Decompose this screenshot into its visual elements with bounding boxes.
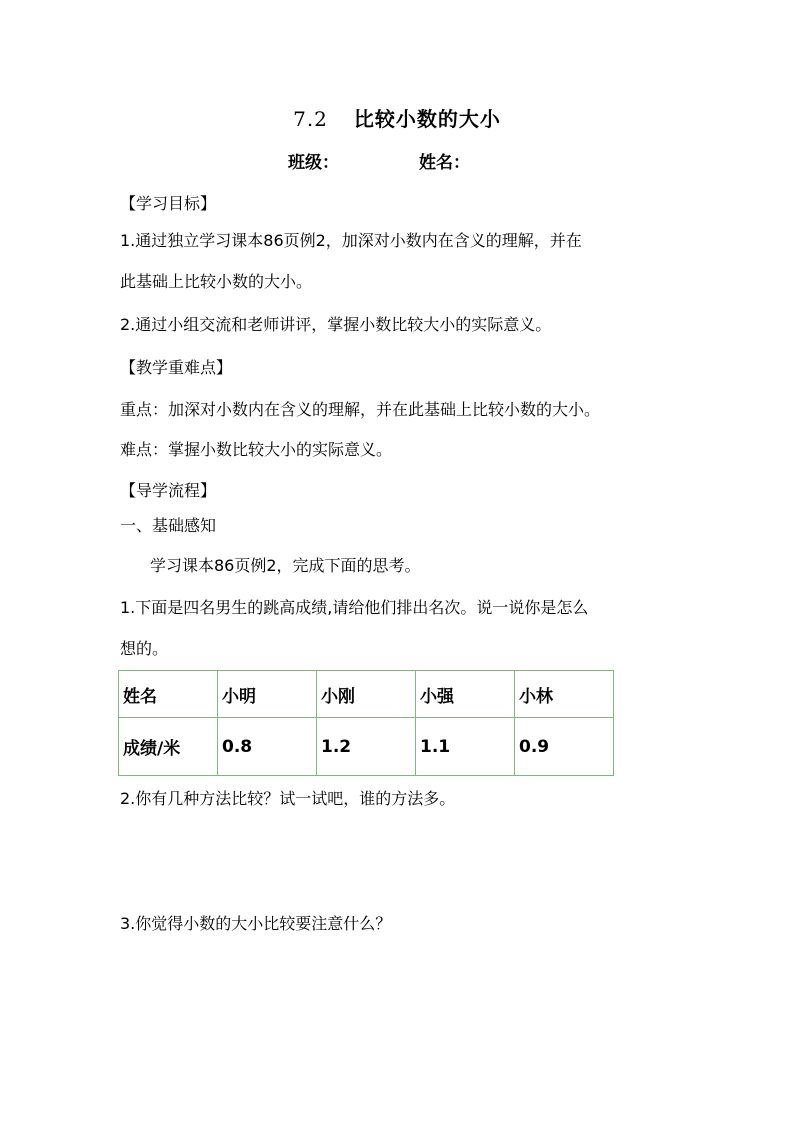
table-cell: 成绩/米 — [119, 718, 218, 776]
question-3: 3.你觉得小数的大小比较要注意什么？ — [120, 914, 392, 933]
section-heading: 一、基础感知 — [120, 516, 217, 535]
question-2: 2.你有几种方法比较？试一试吧，谁的方法多。 — [120, 789, 456, 808]
table-cell: 0.9 — [515, 718, 614, 776]
table-cell: 小强 — [416, 671, 515, 718]
title-number: 7.2 — [293, 107, 328, 131]
table-cell: 小明 — [218, 671, 317, 718]
class-label: 班级： — [288, 153, 339, 173]
score-table — [118, 670, 614, 776]
name-label: 姓名： — [419, 153, 470, 173]
table-header-row — [119, 671, 614, 718]
page-title — [0, 103, 794, 132]
table-cell: 1.1 — [416, 718, 515, 776]
process-heading: 【导学流程】 — [120, 481, 217, 500]
question-1-line-1: 1.下面是四名男生的跳高成绩,请给他们排出名次。说一说你是怎么 — [120, 598, 589, 617]
table-cell: 1.2 — [317, 718, 416, 776]
goals-heading: 【学习目标】 — [120, 194, 217, 213]
title-text: 比较小数的大小 — [353, 107, 501, 131]
focus-point: 重点：加深对小数内在含义的理解，并在此基础上比较小数的大小。 — [120, 400, 601, 419]
key-points-heading: 【教学重难点】 — [120, 358, 233, 377]
table-cell: 小刚 — [317, 671, 416, 718]
table-cell: 姓名 — [119, 671, 218, 718]
goal-item-2: 2.通过小组交流和老师讲评，掌握小数比较大小的实际意义。 — [120, 315, 552, 334]
goal-item-1-line-2: 此基础上比较小数的大小。 — [120, 272, 313, 291]
table-cell: 0.8 — [218, 718, 317, 776]
instruction-text: 学习课本86页例2，完成下面的思考。 — [150, 556, 421, 575]
student-info — [288, 148, 470, 173]
table-row — [119, 718, 614, 776]
difficulty-point: 难点：掌握小数比较大小的实际意义。 — [120, 440, 393, 459]
table-cell: 小林 — [515, 671, 614, 718]
question-1-line-2: 想的。 — [120, 639, 169, 658]
goal-item-1-line-1: 1.通过独立学习课本86页例2，加深对小数内在含义的理解，并在 — [120, 231, 582, 250]
